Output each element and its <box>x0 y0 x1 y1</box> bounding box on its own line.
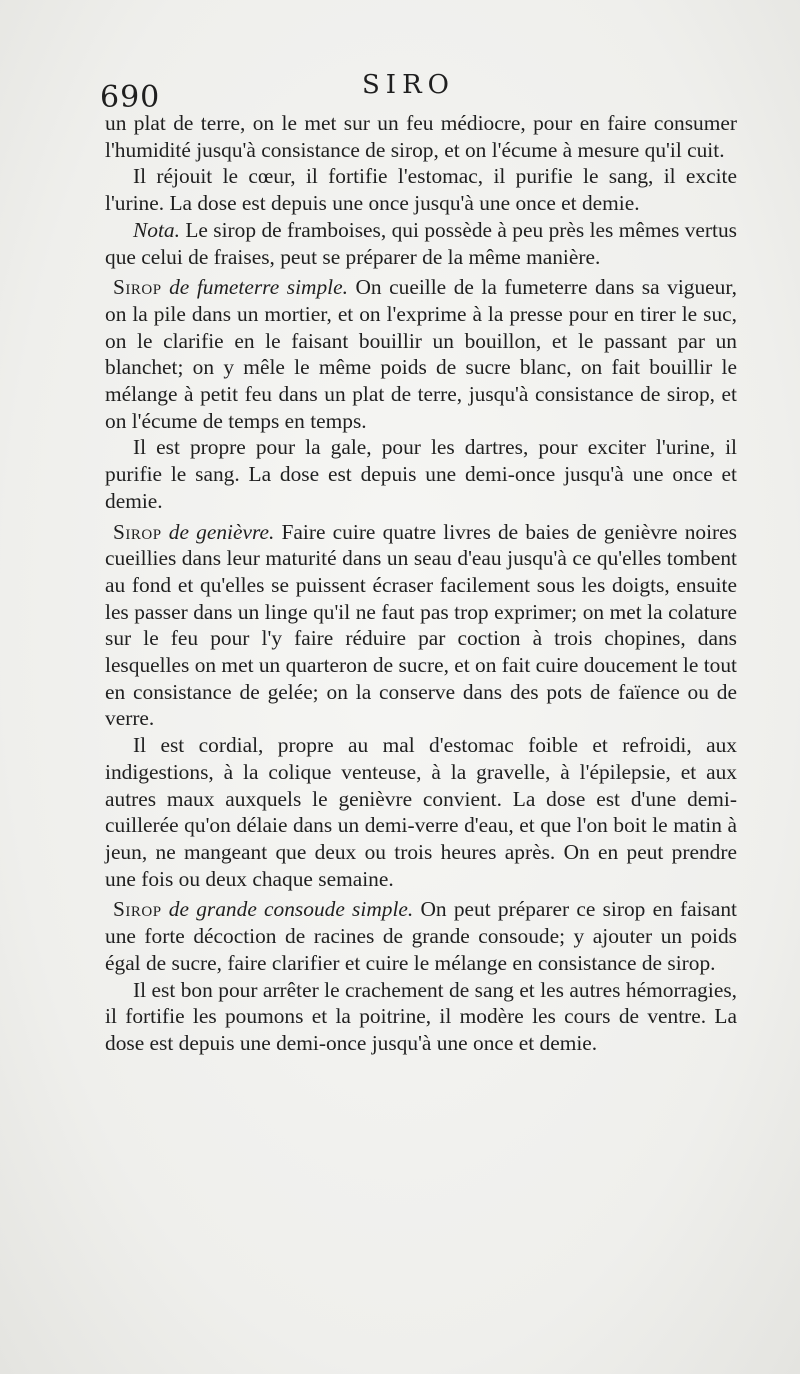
paragraph-text: Il est bon pour arrêter le crachement de sang et les autres hémorragies, il fortifie les poumons et la poitrine, il modère les cours de ventre. La dose est depuis une demi-once jusqu'à une once et demie. <box>105 977 737 1055</box>
entry-sirop-fumeterre <box>105 274 737 434</box>
paragraph-text: un plat de terre, on le met sur un feu médiocre, pour en faire consumer l'humidité jusqu'à consistance de sirop, et on l'écume à mesure qu'il cuit. <box>105 111 737 162</box>
paragraph-virtues-fraises <box>105 163 737 216</box>
nota-label: Nota. <box>133 217 180 242</box>
entry-lead-word: Sirop <box>113 897 162 922</box>
paragraph-text: Il réjouit le cœur, il fortifie l'estomac, il purifie le sang, il excite l'urine. La dose est depuis une once jusqu'à une once et demie. <box>105 164 737 216</box>
entry-sirop-consoude <box>105 896 737 976</box>
paragraph-text: Il est propre pour la gale, pour les dartres, pour exciter l'urine, il purifie le sang. La dose est depuis une demi-once jusqu'à une once et demie. <box>105 435 737 513</box>
paragraph-text: Le sirop de framboises, qui possède à peu près les mêmes vertus que celui de fraises, peut se préparer de la même manière. <box>105 217 737 269</box>
paragraph-virtues-genievre <box>105 732 737 892</box>
entry-title: de genièvre. <box>161 519 275 544</box>
entry-lead-word: Sirop <box>113 275 162 300</box>
page-number: 690 <box>100 80 161 115</box>
paragraph-nota <box>105 217 737 270</box>
entry-lead-word: Sirop <box>113 519 162 544</box>
entry-title: de fumeterre simple. <box>161 275 348 300</box>
page-header <box>100 70 740 115</box>
entry-title: de grande consoude simple. <box>161 897 414 922</box>
entry-sirop-genievre <box>105 519 737 733</box>
paragraph-virtues-consoude <box>105 977 737 1057</box>
running-head: SIRO <box>362 70 455 100</box>
paragraph-virtues-fumeterre <box>105 434 737 514</box>
paragraph-text: On cueille de la fumeterre dans sa vigueur, on la pile dans un mortier, et on l'exprime à la presse pour en tirer le suc, on le clarifie en le faisant bouillir un bouillon, et le passant par un blanchet; on y mêle le même poids de sucre blanc, on fait bouillir le mélange à petit feu dans un plat de terre, jusqu'à consistance de sirop, et on l'écume de temps en temps. <box>105 275 737 433</box>
body-text <box>105 110 737 1057</box>
paragraph-text: Faire cuire quatre livres de baies de genièvre noires cueillies dans leur maturité dans un seau d'eau jusqu'à ce qu'elles tombent au fond et qu'elles se puissent écraser facilement sous les doigts, ensuite les passer dans un linge qu'il ne faut pas trop exprimer; on met la colature sur le feu pour l'y faire réduire par coction à trois chopines, dans lesquelles on met un quarteron de sucre, et on fait cuire doucement le tout en consistance de gelée; on la conserve dans des pots de faïence ou de verre. <box>105 519 737 731</box>
paragraph-continuation <box>105 110 737 163</box>
paragraph-text: Il est cordial, propre au mal d'estomac foible et refroidi, aux indigestions, à la colique venteuse, à la gravelle, à l'épilepsie, et aux autres maux auxquels le genièvre convient. La dose est d'une demi-cuillerée qu'on délaie dans un demi-verre d'eau, et que l'on boit le matin à jeun, ne mangeant que deux ou trois heures après. On en peut prendre une fois ou deux chaque semaine. <box>105 733 737 891</box>
paragraph-text: On peut préparer ce sirop en faisant une forte décoction de racines de grande consoude; y ajouter un poids égal de sucre, faire clarifier et cuire le mélange en consistance de sirop. <box>105 897 737 975</box>
